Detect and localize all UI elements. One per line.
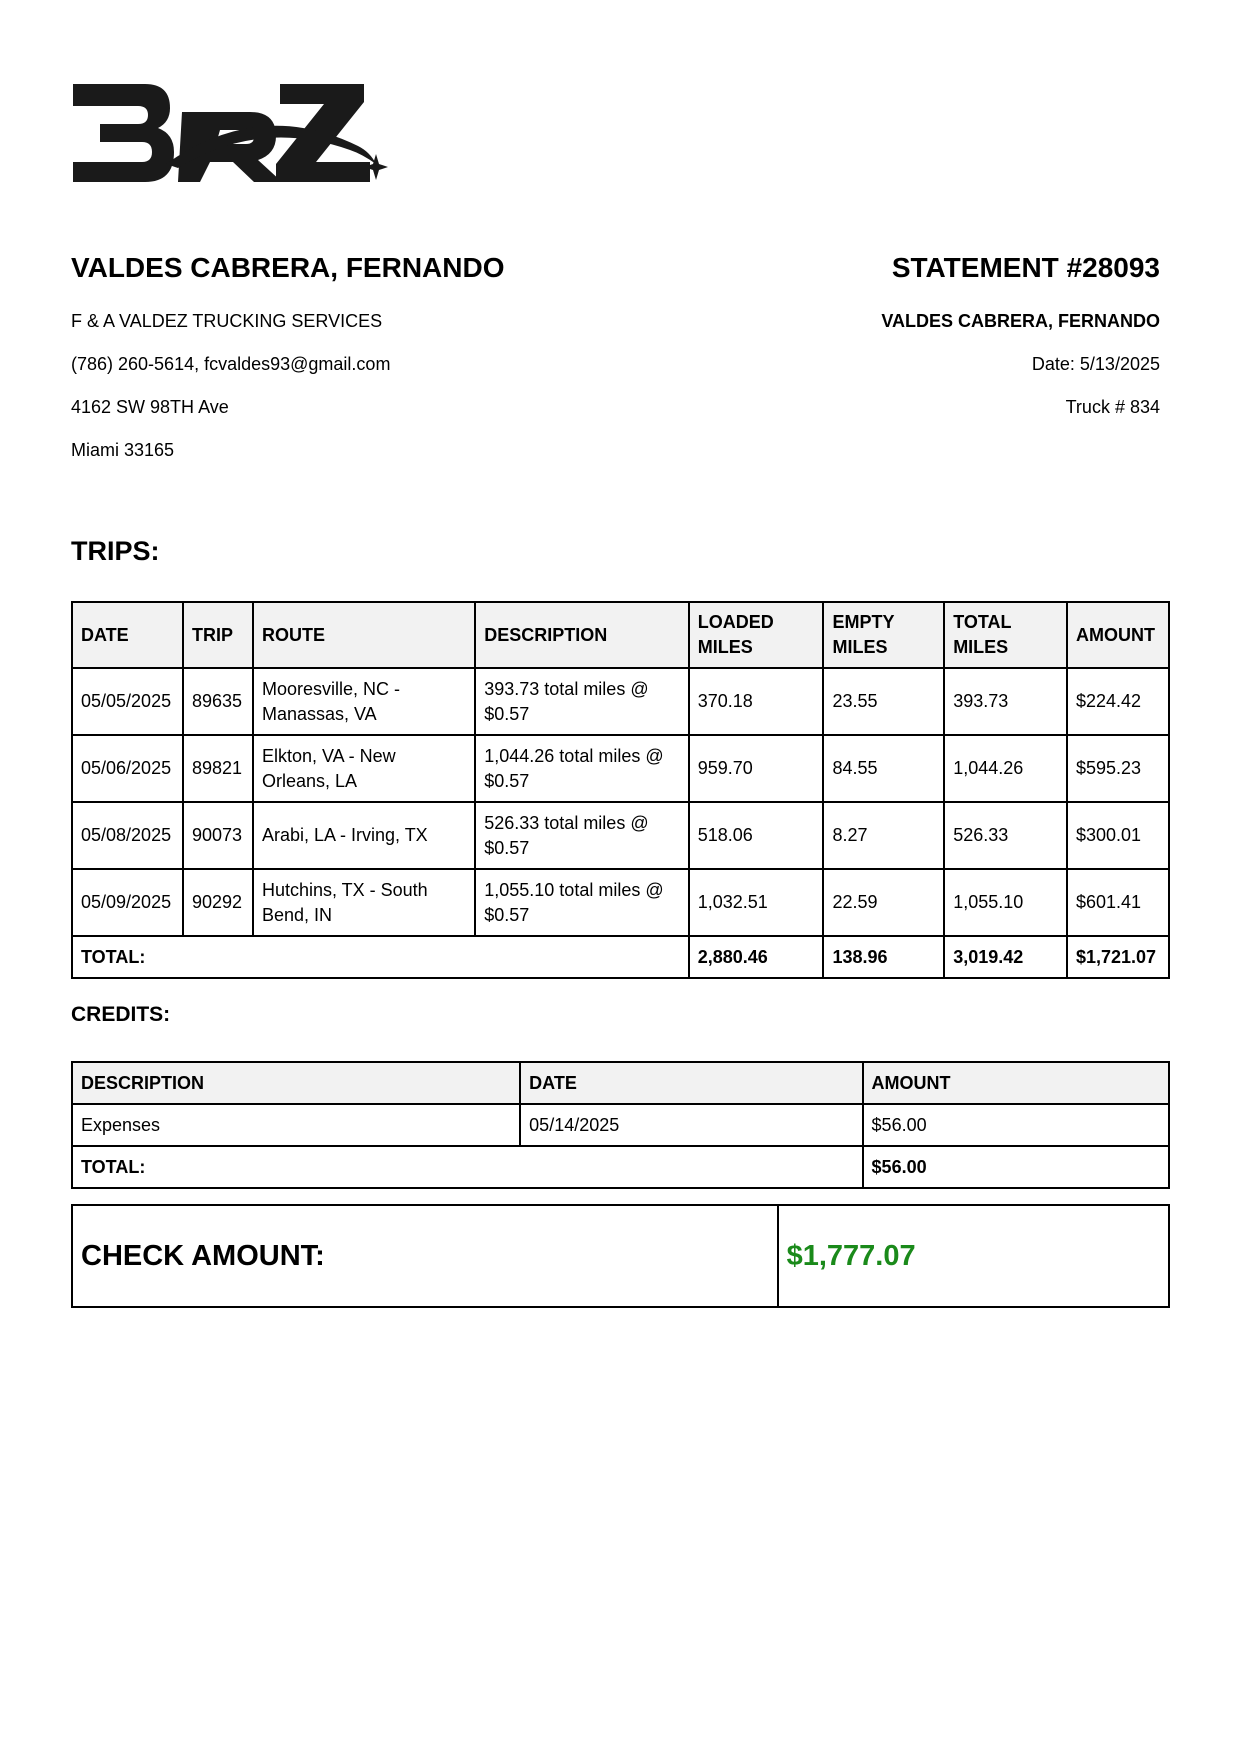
cell-amount: $601.41 <box>1067 869 1169 936</box>
cell-total: 1,055.10 <box>944 869 1067 936</box>
check-amount-label: CHECK AMOUNT: <box>72 1205 778 1307</box>
driver-name: VALDES CABRERA, FERNANDO <box>71 252 505 283</box>
cell-description: 1,044.26 total miles @ $0.57 <box>475 735 689 802</box>
table-row <box>72 1104 1169 1146</box>
cell-amount: $300.01 <box>1067 802 1169 869</box>
trips-heading: TRIPS: <box>71 536 160 566</box>
col-trip: TRIP <box>183 602 253 668</box>
cell-description: Expenses <box>72 1104 520 1146</box>
cell-empty: 8.27 <box>823 802 944 869</box>
cell-date: 05/14/2025 <box>520 1104 862 1146</box>
address-line2: Miami 33165 <box>71 440 175 460</box>
col-date: DATE <box>72 602 183 668</box>
cell-route: Mooresville, NC - Manassas, VA <box>253 668 475 735</box>
trips-total-label: TOTAL: <box>72 936 689 978</box>
col-date: DATE <box>520 1062 862 1104</box>
cell-total: 393.73 <box>944 668 1067 735</box>
cell-trip: 89821 <box>183 735 253 802</box>
cell-loaded: 370.18 <box>689 668 824 735</box>
cell-date: 05/08/2025 <box>72 802 183 869</box>
cell-route: Hutchins, TX - South Bend, IN <box>253 869 475 936</box>
trips-total-empty: 138.96 <box>823 936 944 978</box>
col-route: ROUTE <box>253 602 475 668</box>
credits-total-label: TOTAL: <box>72 1146 863 1188</box>
company-name: F & A VALDEZ TRUCKING SERVICES <box>71 311 383 331</box>
col-loaded-miles: LOADED MILES <box>689 602 824 668</box>
cell-amount: $224.42 <box>1067 668 1169 735</box>
cell-description: 1,055.10 total miles @ $0.57 <box>475 869 689 936</box>
trips-total-amount: $1,721.07 <box>1067 936 1169 978</box>
col-total-miles: TOTAL MILES <box>944 602 1067 668</box>
contact-info: (786) 260-5614, fcvaldes93@gmail.com <box>71 354 391 374</box>
cell-total: 1,044.26 <box>944 735 1067 802</box>
trips-header-row <box>72 602 1169 668</box>
cell-route: Elkton, VA - New Orleans, LA <box>253 735 475 802</box>
table-row <box>72 668 1169 735</box>
col-amount: AMOUNT <box>863 1062 1169 1104</box>
col-description: DESCRIPTION <box>475 602 689 668</box>
cell-empty: 22.59 <box>823 869 944 936</box>
statement-name: VALDES CABRERA, FERNANDO <box>881 311 1160 331</box>
cell-description: 393.73 total miles @ $0.57 <box>475 668 689 735</box>
cell-loaded: 1,032.51 <box>689 869 824 936</box>
cell-description: 526.33 total miles @ $0.57 <box>475 802 689 869</box>
credits-total-row <box>72 1146 1169 1188</box>
cell-route: Arabi, LA - Irving, TX <box>253 802 475 869</box>
cell-loaded: 959.70 <box>689 735 824 802</box>
statement-title: STATEMENT #28093 <box>891 252 1160 283</box>
cell-date: 05/06/2025 <box>72 735 183 802</box>
cell-empty: 23.55 <box>823 668 944 735</box>
brz-logo <box>70 78 390 198</box>
credits-table <box>71 1061 1170 1189</box>
col-description: DESCRIPTION <box>72 1062 520 1104</box>
trips-table <box>71 601 1170 979</box>
table-row <box>72 802 1169 869</box>
cell-amount: $595.23 <box>1067 735 1169 802</box>
credits-header-row <box>72 1062 1169 1104</box>
cell-empty: 84.55 <box>823 735 944 802</box>
table-row <box>72 735 1169 802</box>
cell-amount: $56.00 <box>863 1104 1169 1146</box>
trips-total-loaded: 2,880.46 <box>689 936 824 978</box>
cell-total: 526.33 <box>944 802 1067 869</box>
cell-trip: 90073 <box>183 802 253 869</box>
credits-total-amount: $56.00 <box>863 1146 1169 1188</box>
table-row <box>72 869 1169 936</box>
cell-date: 05/05/2025 <box>72 668 183 735</box>
trips-total-miles: 3,019.42 <box>944 936 1067 978</box>
check-amount-value: $1,777.07 <box>778 1205 1169 1307</box>
address-line1: 4162 SW 98TH Ave <box>71 397 229 417</box>
truck-number: Truck # 834 <box>1065 397 1160 417</box>
credits-heading: CREDITS: <box>71 1003 171 1026</box>
trips-total-row <box>72 936 1169 978</box>
cell-loaded: 518.06 <box>689 802 824 869</box>
check-amount-box <box>71 1204 1170 1308</box>
cell-trip: 90292 <box>183 869 253 936</box>
col-amount: AMOUNT <box>1067 602 1169 668</box>
cell-date: 05/09/2025 <box>72 869 183 936</box>
statement-date: Date: 5/13/2025 <box>1031 354 1160 374</box>
cell-trip: 89635 <box>183 668 253 735</box>
col-empty-miles: EMPTY MILES <box>823 602 944 668</box>
